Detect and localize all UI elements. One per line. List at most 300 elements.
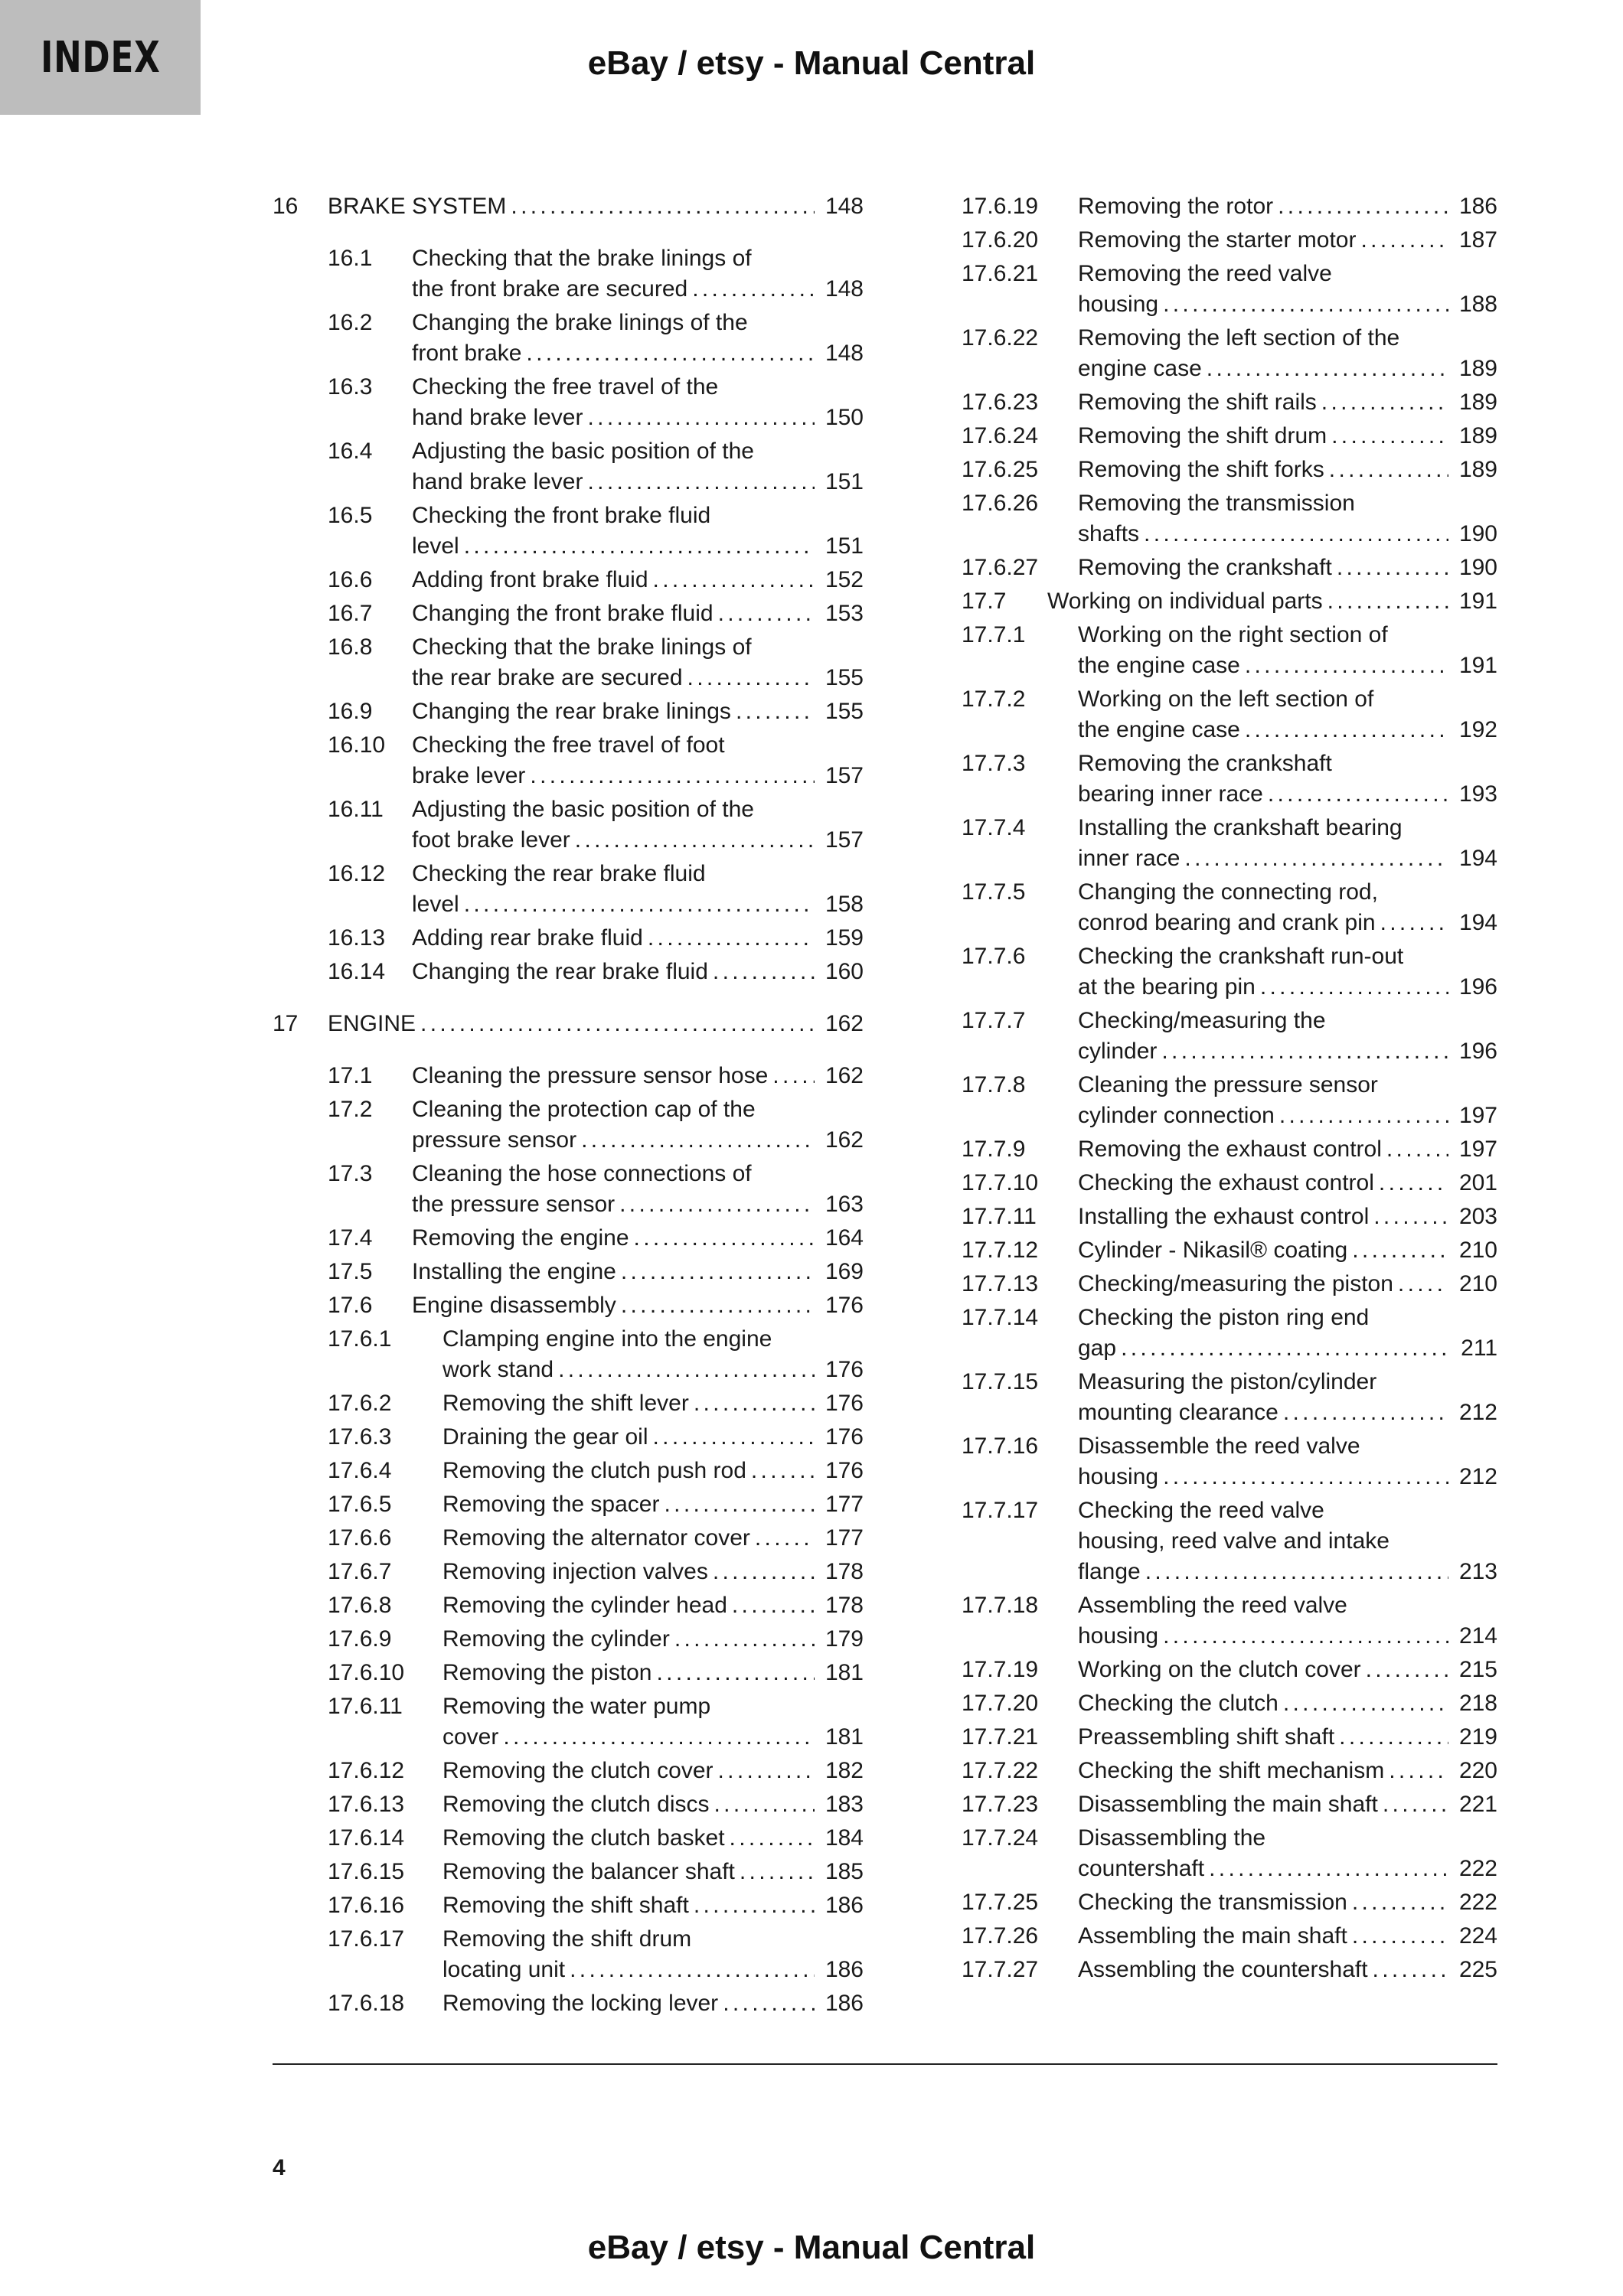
toc-entry-page: 162 [825, 1063, 864, 1088]
toc-entry-number: 16.13 [328, 925, 386, 951]
toc-entry[interactable] [273, 1823, 864, 1854]
dot-leader [1352, 1235, 1448, 1266]
toc-entry-title-line: Clamping engine into the engine [442, 1326, 772, 1352]
toc-entry-title-line: foot brake lever [412, 827, 570, 853]
toc-entry[interactable] [273, 1658, 864, 1688]
dot-leader [1209, 1854, 1448, 1884]
dot-leader [1145, 1557, 1448, 1587]
toc-entry-title-line: inner race [1078, 846, 1181, 871]
toc-entry[interactable] [962, 1921, 1497, 1952]
dot-leader [587, 467, 815, 497]
toc-entry-page: 153 [825, 601, 864, 626]
toc-entry-page: 222 [1458, 1856, 1497, 1881]
dot-leader [755, 1523, 815, 1554]
toc-entry-title-line: cylinder [1078, 1039, 1158, 1064]
toc-entry[interactable] [273, 243, 864, 305]
toc-entry-title-line: front brake [412, 341, 522, 366]
dot-leader [587, 403, 815, 433]
toc-entry-title-line: Removing the locking lever [442, 1991, 719, 2016]
toc-entry-page: 155 [825, 665, 864, 690]
toc-entry-number: 17.3 [328, 1161, 373, 1186]
toc-entry-page: 148 [825, 194, 864, 219]
toc-entry-title-line: Checking that the brake linings of [412, 246, 752, 271]
toc-entry-title-line: gap [1078, 1336, 1117, 1361]
footer-banner: eBay / etsy - Manual Central [587, 2229, 1036, 2266]
dot-leader [1268, 779, 1448, 810]
toc-entry-title-line: Removing the crankshaft [1078, 555, 1332, 580]
toc-entry[interactable] [273, 1456, 864, 1486]
toc-entry-number: 17.7.2 [962, 687, 1026, 712]
toc-entry-title-line: Checking the crankshaft run-out [1078, 944, 1404, 969]
toc-entry[interactable] [273, 1324, 864, 1385]
toc-entry-page: 158 [825, 892, 864, 917]
toc-entry-page: 176 [825, 1458, 864, 1483]
dot-leader [1389, 1756, 1448, 1786]
toc-entry[interactable] [962, 877, 1497, 938]
toc-entry-title-line: Removing the starter motor [1078, 227, 1357, 253]
toc-entry-title-line: Installing the exhaust control [1078, 1204, 1370, 1229]
toc-entry-page: 179 [825, 1626, 864, 1652]
toc-entry-title-line: the rear brake are secured [412, 665, 683, 690]
toc-entry[interactable] [273, 191, 864, 222]
toc-entry-title-line: bearing inner race [1078, 781, 1263, 807]
toc-entry[interactable] [962, 1789, 1497, 1820]
toc-entry-page: 194 [1458, 910, 1497, 935]
dot-leader [713, 957, 815, 987]
dot-leader [740, 1857, 815, 1887]
toc-entry[interactable] [273, 1257, 864, 1287]
toc-entry-number: 17.7.3 [962, 751, 1026, 776]
toc-entry-number: 16.5 [328, 503, 373, 528]
toc-entry-title-line: shafts [1078, 521, 1140, 546]
toc-entry-title-line: Removing the clutch cover [442, 1758, 714, 1783]
toc-entry[interactable] [962, 1070, 1497, 1131]
toc-entry[interactable] [962, 941, 1497, 1003]
toc-entry-number: 17.6.24 [962, 423, 1039, 448]
toc-entry-page: 160 [825, 959, 864, 984]
toc-entry-title-line: Checking the transmission [1078, 1890, 1347, 1915]
toc-entry-number: 17.6.9 [328, 1626, 392, 1652]
toc-entry-page: 190 [1458, 555, 1497, 580]
toc-entry-page: 210 [1458, 1238, 1497, 1263]
toc-entry[interactable] [273, 794, 864, 856]
dot-leader [1245, 715, 1448, 745]
toc-entry-title-line: housing [1078, 292, 1159, 317]
toc-entry-title-line: Engine disassembly [412, 1293, 616, 1318]
toc-entry-title-line: Working on the left section of [1078, 687, 1374, 712]
dot-leader [1163, 1462, 1448, 1492]
toc-entry[interactable] [962, 1202, 1497, 1232]
toc-entry-number: 16.2 [328, 310, 373, 335]
toc-entry-page: 189 [1458, 356, 1497, 381]
toc-entry-page: 178 [825, 1559, 864, 1584]
toc-entry[interactable] [962, 1688, 1497, 1719]
toc-entry[interactable] [273, 1691, 864, 1753]
toc-entry-title-line: Disassemble the reed valve [1078, 1433, 1360, 1459]
toc-entry[interactable] [962, 1235, 1497, 1266]
dot-leader [1283, 1397, 1448, 1428]
toc-entry-title-line: Removing the rotor [1078, 194, 1274, 219]
toc-entry-number: 17.7.10 [962, 1170, 1039, 1195]
toc-entry[interactable] [273, 1924, 864, 1985]
toc-entry-title-line: housing [1078, 1464, 1159, 1489]
toc-entry-title-line: brake lever [412, 763, 526, 788]
toc-entry-title-line: Removing the spacer [442, 1492, 660, 1517]
index-tab-label: INDEX [40, 32, 161, 83]
toc-entry[interactable] [273, 501, 864, 562]
toc-entry-title-line: Removing the shift forks [1078, 457, 1324, 482]
toc-entry[interactable] [962, 1006, 1497, 1067]
toc-entry[interactable] [962, 1590, 1497, 1652]
toc-entry-page: 186 [825, 1991, 864, 2016]
toc-entry-number: 17.6.20 [962, 227, 1039, 253]
toc-entry[interactable] [273, 1590, 864, 1621]
toc-entry[interactable] [962, 421, 1497, 452]
toc-entry-title-line: Removing the reed valve [1078, 261, 1332, 286]
toc-entry-title-line: Removing the clutch push rod [442, 1458, 746, 1483]
toc-entry-number: 17.6.8 [328, 1593, 392, 1618]
toc-entry-number: 17.7.25 [962, 1890, 1039, 1915]
toc-entry-number: 17.7.12 [962, 1238, 1039, 1263]
toc-entry[interactable] [273, 308, 864, 369]
toc-entry[interactable] [962, 488, 1497, 550]
toc-entry-page: 187 [1458, 227, 1497, 253]
dot-leader [1366, 1655, 1448, 1685]
toc-entry[interactable] [962, 259, 1497, 320]
toc-entry-page: 188 [1458, 292, 1497, 317]
dot-leader [694, 1890, 815, 1921]
dot-leader [736, 696, 815, 727]
toc-entry-page: 157 [825, 763, 864, 788]
toc-entry-title-line: Adding rear brake fluid [412, 925, 643, 951]
toc-entry-title-line: Cleaning the protection cap of the [412, 1097, 756, 1122]
dot-leader [694, 1388, 815, 1419]
toc-entry-title-line: Working on individual parts [1047, 589, 1323, 614]
dot-leader [751, 1456, 815, 1486]
toc-entry[interactable] [962, 748, 1497, 810]
toc-entry-page: 220 [1458, 1758, 1497, 1783]
dot-leader [1360, 225, 1448, 256]
header-banner: eBay / etsy - Manual Central [587, 44, 1036, 82]
toc-entry[interactable] [273, 1094, 864, 1156]
toc-entry-title-line: Checking the free travel of foot [412, 732, 725, 758]
toc-entry-title-line: Removing the shift drum [442, 1926, 692, 1952]
dot-leader [503, 1722, 815, 1753]
toc-entry-page: 155 [825, 699, 864, 724]
toc-entry-title-line: Working on the clutch cover [1078, 1657, 1361, 1682]
dot-leader [570, 1955, 815, 1985]
dot-leader [464, 889, 815, 920]
toc-entry-number: 17.7.20 [962, 1691, 1039, 1716]
toc-entry-number: 17.7.26 [962, 1923, 1039, 1949]
dot-leader [653, 1422, 815, 1453]
toc-entry-page: 213 [1458, 1559, 1497, 1584]
dot-leader [1383, 1789, 1448, 1820]
toc-entry[interactable] [273, 1290, 864, 1321]
toc-entry-number: 17.6.16 [328, 1893, 405, 1918]
toc-entry-title-line: Draining the gear oil [442, 1424, 648, 1450]
toc-entry-title-line: Preassembling shift shaft [1078, 1724, 1335, 1750]
toc-entry-title-line: Removing the shift drum [1078, 423, 1327, 448]
dot-leader [1144, 519, 1448, 550]
toc-entry-title-line: Removing the transmission [1078, 491, 1355, 516]
dot-leader [687, 663, 815, 693]
toc-entry[interactable] [962, 1303, 1497, 1364]
toc-entry-title-line: Removing the cylinder head [442, 1593, 727, 1618]
toc-entry-number: 17.7.8 [962, 1072, 1026, 1097]
toc-entry-title-line: Checking that the brake linings of [412, 634, 752, 660]
toc-entry-title-line: pressure sensor [412, 1127, 577, 1153]
toc-entry-page: 191 [1458, 653, 1497, 678]
toc-entry-page: 186 [825, 1893, 864, 1918]
toc-entry-page: 177 [825, 1492, 864, 1517]
toc-entry-page: 181 [825, 1724, 864, 1750]
dot-leader [648, 923, 815, 954]
dot-leader [1352, 1887, 1448, 1918]
toc-entry-number: 17.6.10 [328, 1660, 405, 1685]
toc-entry-number: 16.10 [328, 732, 386, 758]
dot-leader [674, 1624, 815, 1655]
toc-entry[interactable] [273, 1624, 864, 1655]
toc-entry-page: 189 [1458, 390, 1497, 415]
toc-entry[interactable] [962, 1655, 1497, 1685]
toc-entry[interactable] [962, 813, 1497, 874]
toc-entry-page: 148 [825, 276, 864, 302]
toc-entry[interactable] [962, 620, 1497, 681]
dot-leader [718, 598, 815, 629]
toc-entry[interactable] [962, 1367, 1497, 1428]
toc-entry[interactable] [962, 1495, 1497, 1587]
toc-entry-page: 221 [1458, 1792, 1497, 1817]
toc-entry-number: 17.6.18 [328, 1991, 405, 2016]
toc-entry[interactable] [273, 696, 864, 727]
toc-entry-title-line: Checking the front brake fluid [412, 503, 711, 528]
toc-entry[interactable] [273, 859, 864, 920]
toc-entry-page: 219 [1458, 1724, 1497, 1750]
toc-entry-page: 151 [825, 533, 864, 559]
toc-entry-page: 152 [825, 567, 864, 592]
toc-entry-number: 17.7.6 [962, 944, 1026, 969]
toc-entry-title-line: mounting clearance [1078, 1400, 1278, 1425]
toc-entry[interactable] [273, 1159, 864, 1220]
toc-entry[interactable] [273, 1988, 864, 2019]
toc-entry[interactable] [962, 1887, 1497, 1918]
dot-leader [653, 565, 815, 595]
toc-entry-number: 17.6.25 [962, 457, 1039, 482]
toc-entry[interactable] [962, 387, 1497, 418]
toc-entry-page: 212 [1458, 1464, 1497, 1489]
toc-entry[interactable] [273, 1422, 864, 1453]
toc-entry-page: 212 [1458, 1400, 1497, 1425]
toc-entry[interactable] [273, 1388, 864, 1419]
dot-leader [1379, 1168, 1448, 1199]
dot-leader [718, 1756, 815, 1786]
dot-leader [1337, 553, 1448, 583]
toc-entry[interactable] [273, 1009, 864, 1039]
toc-entry-page: 169 [825, 1259, 864, 1284]
toc-entry-number: 17.7.5 [962, 879, 1026, 905]
toc-entry-page: 162 [825, 1011, 864, 1036]
toc-entry-page: 176 [825, 1293, 864, 1318]
toc-entry-number: 17.6.3 [328, 1424, 392, 1450]
toc-entry-page: 148 [825, 341, 864, 366]
toc-entry-page: 150 [825, 405, 864, 430]
toc-entry-title-line: Removing the exhaust control [1078, 1137, 1382, 1162]
toc-entry[interactable] [962, 1134, 1497, 1165]
toc-entry-page: 163 [825, 1192, 864, 1217]
toc-entry[interactable] [273, 1789, 864, 1820]
toc-entry-title-line: Cylinder - Nikasil® coating [1078, 1238, 1348, 1263]
toc-entry[interactable] [962, 1722, 1497, 1753]
toc-entry-number: 17.6.14 [328, 1825, 405, 1851]
toc-entry-title-line: Cleaning the pressure sensor [1078, 1072, 1378, 1097]
toc-entry-title-line: Removing the piston [442, 1660, 652, 1685]
toc-entry-title-line: cylinder connection [1078, 1103, 1275, 1128]
toc-entry-page: 181 [825, 1660, 864, 1685]
toc-entry[interactable] [273, 1857, 864, 1887]
toc-entry[interactable] [273, 923, 864, 954]
toc-entry-title-line: Adjusting the basic position of the [412, 439, 754, 464]
toc-entry-number: 17.6.5 [328, 1492, 392, 1517]
toc-entry[interactable] [962, 455, 1497, 485]
toc-entry[interactable] [273, 1489, 864, 1520]
toc-entry[interactable] [962, 553, 1497, 583]
toc-entry-number: 17.6.1 [328, 1326, 392, 1352]
toc-entry[interactable] [962, 684, 1497, 745]
toc-entry-number: 17.6.19 [962, 194, 1039, 219]
toc-entry[interactable] [273, 598, 864, 629]
toc-entry-title-line: conrod bearing and crank pin [1078, 910, 1376, 935]
toc-entry-title-line: Changing the front brake fluid [412, 601, 714, 626]
toc-entry-title-line: hand brake lever [412, 405, 583, 430]
dot-leader [1283, 1688, 1448, 1719]
toc-entry[interactable] [962, 1756, 1497, 1786]
dot-leader [619, 1189, 815, 1220]
toc-entry-number: 17.7.24 [962, 1825, 1039, 1851]
toc-entry[interactable] [962, 1168, 1497, 1199]
toc-entry[interactable] [962, 1431, 1497, 1492]
dot-leader [1373, 1955, 1448, 1985]
toc-entry-number: 17.6.23 [962, 390, 1039, 415]
toc-entry-number: 16.4 [328, 439, 373, 464]
toc-entry-number: 16.3 [328, 374, 373, 400]
toc-entry[interactable] [962, 1823, 1497, 1884]
dot-leader [1380, 908, 1448, 938]
toc-entry-page: 151 [825, 469, 864, 494]
toc-entry[interactable] [273, 730, 864, 791]
toc-entry[interactable] [962, 323, 1497, 384]
toc-entry-page: 157 [825, 827, 864, 853]
toc-entry-title-line: Checking the reed valve [1078, 1498, 1324, 1523]
toc-entry-title-line: Working on the right section of [1078, 622, 1388, 647]
toc-entry-number: 17.7.19 [962, 1657, 1039, 1682]
dot-leader [526, 338, 815, 369]
toc-entry[interactable] [962, 1955, 1497, 1985]
toc-entry[interactable] [273, 1061, 864, 1091]
toc-entry-number: 17.6.4 [328, 1458, 392, 1483]
toc-entry-page: 222 [1458, 1890, 1497, 1915]
toc-entry[interactable] [273, 1756, 864, 1786]
toc-entry[interactable] [273, 632, 864, 693]
toc-entry[interactable] [273, 1890, 864, 1921]
toc-entry-number: 17.6 [328, 1293, 373, 1318]
toc-entry-number: 16.7 [328, 601, 373, 626]
toc-entry-number: 16 [273, 194, 299, 219]
toc-entry[interactable] [273, 1557, 864, 1587]
toc-entry-number: 17.7.9 [962, 1137, 1026, 1162]
dot-leader [772, 1061, 815, 1091]
toc-entry[interactable] [273, 1523, 864, 1554]
dot-leader [713, 1557, 815, 1587]
toc-entry[interactable] [962, 225, 1497, 256]
toc-entry-page: 215 [1458, 1657, 1497, 1682]
toc-entry[interactable] [273, 565, 864, 595]
toc-entry-title-line: housing, reed valve and intake [1078, 1528, 1390, 1554]
toc-entry-title-line: Checking the clutch [1078, 1691, 1278, 1716]
dot-leader [1327, 586, 1448, 617]
dot-leader [1329, 455, 1448, 485]
dot-leader [420, 1009, 815, 1039]
dot-leader [1398, 1269, 1448, 1300]
toc-entry-title-line: Checking the rear brake fluid [412, 861, 706, 886]
toc-entry-number: 16.14 [328, 959, 386, 984]
toc-entry[interactable] [962, 191, 1497, 222]
toc-entry-title-line: Removing the clutch discs [442, 1792, 710, 1817]
toc-entry[interactable] [273, 1223, 864, 1254]
toc-entry-page: 210 [1458, 1271, 1497, 1296]
toc-entry-title-line: Checking the shift mechanism [1078, 1758, 1385, 1783]
toc-entry-number: 17.2 [328, 1097, 373, 1122]
toc-entry-page: 186 [825, 1957, 864, 1982]
toc-entry-title-line: Removing the cylinder [442, 1626, 670, 1652]
toc-entry-number: 17.7.27 [962, 1957, 1039, 1982]
toc-entry-title-line: Checking/measuring the [1078, 1008, 1326, 1033]
toc-entry-title-line: at the bearing pin [1078, 974, 1256, 1000]
toc-entry-page: 164 [825, 1225, 864, 1251]
toc-entry-title-line: ENGINE [328, 1011, 416, 1036]
toc-entry-number: 17.7.4 [962, 815, 1026, 840]
toc-entry[interactable] [962, 586, 1497, 617]
toc-entry-page: 224 [1458, 1923, 1497, 1949]
toc-entry[interactable] [962, 1269, 1497, 1300]
toc-entry-title-line: Removing injection valves [442, 1559, 708, 1584]
dot-leader [511, 191, 815, 222]
toc-entry-page: 203 [1458, 1204, 1497, 1229]
toc-entry-number: 17.5 [328, 1259, 373, 1284]
toc-entry-title-line: Removing the balancer shaft [442, 1859, 735, 1884]
toc-entry-title-line: Changing the brake linings of the [412, 310, 748, 335]
toc-entry[interactable] [273, 957, 864, 987]
toc-entry-title-line: locating unit [442, 1957, 566, 1982]
dot-leader [1184, 843, 1448, 874]
toc-entry-number: 17.6.13 [328, 1792, 405, 1817]
toc-entry-page: 194 [1458, 846, 1497, 871]
dot-leader [1279, 1101, 1448, 1131]
toc-entry-page: 197 [1458, 1103, 1497, 1128]
dot-leader [1207, 354, 1448, 384]
toc-entry-title-line: Disassembling the main shaft [1078, 1792, 1378, 1817]
toc-entry-title-line: Checking the piston ring end [1078, 1305, 1370, 1330]
toc-entry-number: 17.7.22 [962, 1758, 1039, 1783]
toc-entry-number: 17.7.13 [962, 1271, 1039, 1296]
toc-entry-number: 17.6.2 [328, 1391, 392, 1416]
dot-leader [634, 1223, 815, 1254]
toc-entry-number: 16.11 [328, 797, 384, 822]
toc-entry[interactable] [273, 436, 864, 497]
toc-entry-title-line: Removing the left section of the [1078, 325, 1400, 351]
toc-entry-page: 191 [1458, 589, 1497, 614]
toc-entry[interactable] [273, 372, 864, 433]
